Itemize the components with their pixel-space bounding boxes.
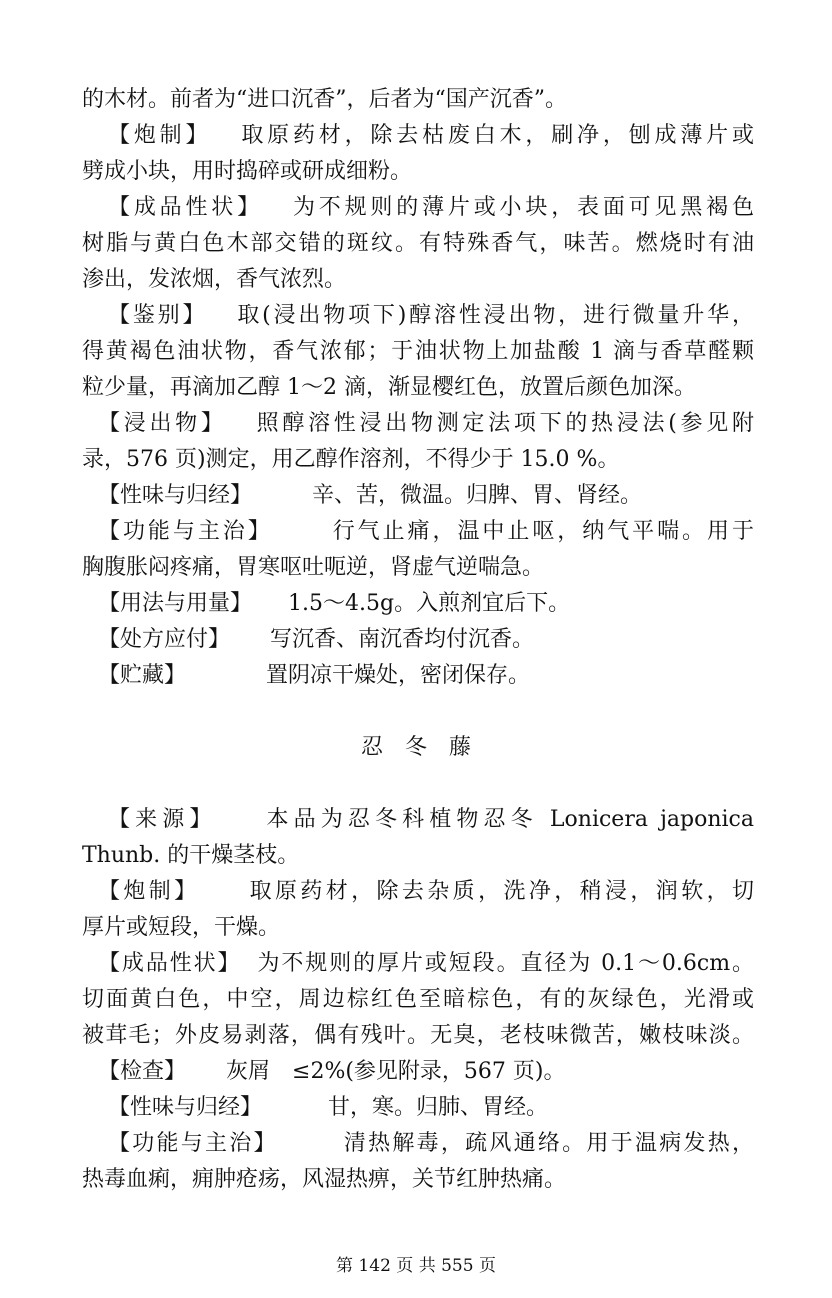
- chengpin-heading: 【成品性状】: [108, 195, 263, 220]
- chengpin-line-3: 渗出，发浓烟，香气浓烈。: [82, 267, 347, 292]
- chufang-line: [98, 622, 770, 658]
- chengpin2-line-2: 切面黄白色，中空，周边棕红色至暗棕色，有的灰绿色，光滑或: [82, 987, 754, 1012]
- chufang-heading: 【处方应付】: [98, 627, 231, 652]
- gongneng2-heading: 【功能与主治】: [108, 1131, 278, 1156]
- chengpin-line-1: [108, 190, 754, 226]
- intro-line: 的木材。前者为“进口沉香”，后者为“国产沉香”。: [82, 87, 567, 112]
- jinchu-heading: 【浸出物】: [98, 411, 227, 436]
- xingwei-heading: 【性味与归经】: [98, 483, 253, 508]
- chengpin2-text: 为不规则的厚片或短段。直径为 0.1～0.6cm。: [257, 951, 754, 976]
- gongneng-heading: 【功能与主治】: [98, 519, 273, 544]
- jianbie-line-2: 得黄褐色油状物，香气浓郁；于油状物上加盐酸 1 滴与香草醛颗: [82, 339, 754, 364]
- xingwei-text: 辛、苦，微温。归脾、胃、肾经。: [312, 483, 643, 508]
- jiancha-text: 灰屑 ≤2%(参见附录，567 页)。: [226, 1059, 566, 1084]
- jiancha-line: [98, 1054, 770, 1090]
- xingwei2-text: 甘，寒。归肺、胃经。: [328, 1095, 549, 1120]
- jiancha-heading: 【检查】: [98, 1059, 187, 1084]
- paozhi-line-2: 劈成小块，用时捣碎或研成细粉。: [82, 159, 413, 184]
- page-footer: 第 142 页 共 555 页: [336, 1256, 496, 1276]
- jianbie-line-3: 粒少量，再滴加乙醇 1～2 滴，渐显樱红色，放置后颜色加深。: [82, 375, 696, 400]
- paozhi2-line-2: 厚片或短段，干燥。: [82, 915, 281, 940]
- paozhi2-text: 取原药材，除去杂质，洗净，稍浸，润软，切: [249, 879, 754, 904]
- paozhi2-heading: 【炮制】: [98, 879, 200, 904]
- yongfa-text: 1.5～4.5g。入煎剂宜后下。: [288, 591, 571, 616]
- laiyuan-heading: 【来源】: [108, 807, 217, 832]
- xingwei2-line: [108, 1090, 780, 1126]
- xingwei2-heading: 【性味与归经】: [108, 1095, 263, 1120]
- jianbie-line-1: [108, 298, 754, 334]
- chengpin-text: 为不规则的薄片或小块，表面可见黑褐色: [292, 195, 754, 220]
- jinchu-line-2: 录，576 页)测定，用乙醇作溶剂，不得少于 15.0 %。: [82, 447, 620, 472]
- jianbie-heading: 【鉴别】: [108, 303, 208, 328]
- jinchu-line-1: [98, 406, 754, 442]
- jinchu-text: 照醇溶性浸出物测定法项下的热浸法(参见附: [256, 411, 754, 436]
- yongfa-heading: 【用法与用量】: [98, 591, 253, 616]
- chengpin2-line-3: 被茸毛；外皮易剥落，偶有残叶。无臭，老枝味微苦，嫩枝味淡。: [82, 1023, 754, 1048]
- gongneng-text: 行气止痛，温中止呕，纳气平喘。用于: [332, 519, 754, 544]
- section-title: 忍冬藤: [360, 735, 493, 760]
- zhucang-text: 置阴凉干燥处，密闭保存。: [266, 663, 531, 688]
- chengpin-line-2: 树脂与黄白色木部交错的斑纹。有特殊香气，味苦。燃烧时有油: [82, 231, 754, 256]
- paozhi-text: 取原药材，除去枯废白木，刷净，刨成薄片或: [241, 123, 754, 148]
- yongfa-line: [98, 586, 770, 622]
- laiyuan-text: 本品为忍冬科植物忍冬 Lonicera japonica: [266, 807, 754, 832]
- gongneng-line-2: 胸腹胀闷疼痛，胃寒呕吐呃逆，肾虚气逆喘急。: [82, 555, 545, 580]
- xingwei-line: [98, 478, 770, 514]
- laiyuan-line-2: Thunb. 的干燥茎枝。: [82, 843, 300, 868]
- paozhi-heading: 【炮制】: [108, 123, 212, 148]
- chengpin2-heading: 【成品性状】: [98, 951, 242, 976]
- laiyuan-line-1: [108, 802, 754, 838]
- zhucang-heading: 【贮藏】: [98, 663, 187, 688]
- paozhi2-line-1: [98, 874, 754, 910]
- paozhi-line-1: [108, 118, 754, 154]
- gongneng2-text: 清热解毒，疏风通络。用于温病发热，: [343, 1131, 754, 1156]
- chengpin2-line-1: [98, 946, 754, 982]
- zhucang-line: [98, 658, 770, 694]
- gongneng-line-1: [98, 514, 754, 550]
- jianbie-text: 取(浸出物项下)醇溶性浸出物，进行微量升华，: [237, 303, 754, 328]
- chufang-text: 写沉香、南沉香均付沉香。: [270, 627, 535, 652]
- gongneng2-line-2: 热毒血痢，痈肿疮疡，风湿热痹，关节红肿热痛。: [82, 1167, 567, 1192]
- gongneng2-line-1: [108, 1126, 754, 1162]
